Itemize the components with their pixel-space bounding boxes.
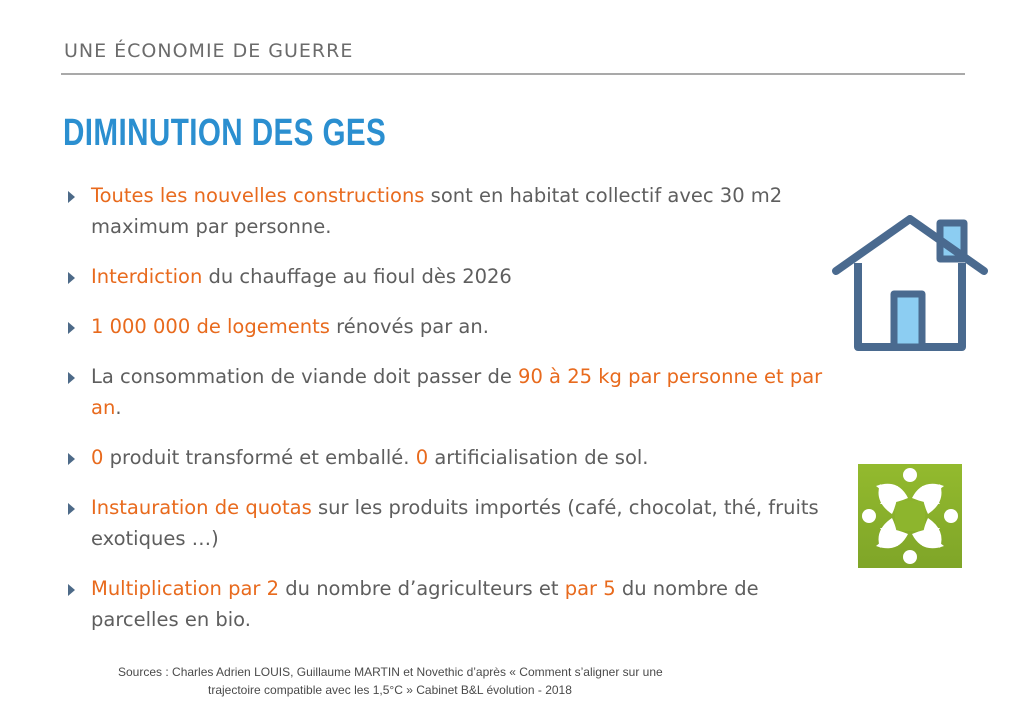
bullet-item	[68, 311, 828, 342]
bullet-highlight: 1 000 000 de logements	[91, 315, 330, 338]
agriculture-logo-icon	[858, 464, 962, 568]
sources-line: Sources : Charles Adrien LOUIS, Guillaume MARTIN et Novethic d’après « Comment s’aligner sur une	[118, 665, 663, 679]
bullet-highlight: Multiplication par 2	[91, 577, 280, 600]
bullet-text: .	[115, 396, 122, 419]
bullet-highlight: Interdiction	[91, 265, 203, 288]
bullet-item	[68, 180, 828, 242]
bullet-arrow-icon	[68, 322, 75, 334]
bullet-text: du nombre de parcelles en bio.	[91, 577, 759, 631]
bullet-item	[68, 361, 828, 423]
bullet-highlight: Toutes les nouvelles constructions	[91, 184, 425, 207]
header-divider	[61, 73, 965, 75]
bullet-text: sur les produits importés (café, chocolat, thé, fruits exotiques …)	[91, 496, 819, 550]
bullet-text: sont en habitat collectif avec 30 m2 maximum par personne.	[91, 184, 783, 238]
bullet-arrow-icon	[68, 584, 75, 596]
bullet-highlight: Instauration de quotas	[91, 496, 312, 519]
house-icon	[830, 215, 990, 355]
bullet-arrow-icon	[68, 503, 75, 515]
bullet-text: du nombre d’agriculteurs et	[279, 577, 565, 600]
section-header: UNE ÉCONOMIE DE GUERRE	[64, 40, 354, 62]
bullet-arrow-icon	[68, 372, 75, 384]
bullet-text: rénovés par an.	[329, 315, 489, 338]
bullet-item	[68, 261, 828, 292]
sources-line: trajectoire compatible avec les 1,5°C » Cabinet B&L évolution - 2018	[208, 683, 572, 697]
bullet-highlight: 0	[415, 446, 429, 469]
bullet-text: du chauffage au fioul dès 2026	[202, 265, 512, 288]
bullet-arrow-icon	[68, 453, 75, 465]
bullet-list	[68, 180, 828, 654]
bullet-highlight: par 5	[564, 577, 616, 600]
bullet-text: produit transformé et emballé.	[103, 446, 416, 469]
bullet-highlight: 90 à 25 kg par personne et par an	[91, 365, 823, 419]
bullet-arrow-icon	[68, 191, 75, 203]
bullet-item	[68, 492, 828, 554]
bullet-item	[68, 442, 828, 473]
bullet-text: artificialisation de sol.	[428, 446, 649, 469]
bullet-text: La consommation de viande doit passer de	[91, 365, 519, 388]
bullet-item	[68, 573, 828, 635]
bullet-arrow-icon	[68, 272, 75, 284]
slide-title: DIMINUTION DES GES	[63, 112, 387, 154]
bullet-highlight: 0	[91, 446, 104, 469]
